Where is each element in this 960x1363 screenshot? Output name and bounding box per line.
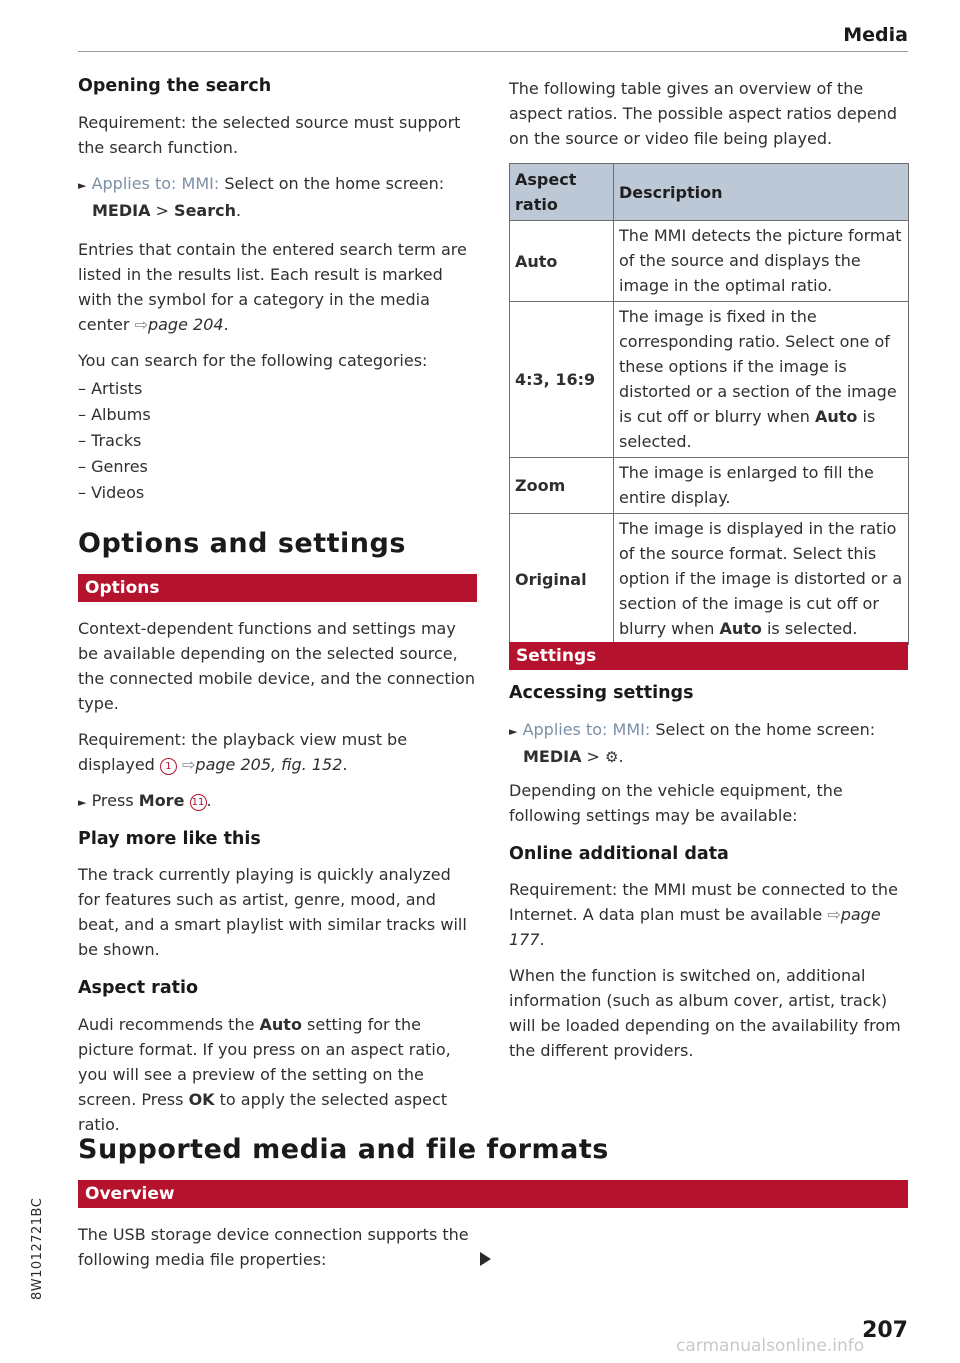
page-number: 207 — [862, 1318, 908, 1343]
page-ref-link[interactable]: page 177 — [509, 905, 881, 949]
table-row — [510, 221, 909, 302]
bullet-icon: ► — [509, 725, 518, 738]
table-header-cell: Description — [614, 164, 909, 221]
ref-arrow-icon: ⇨ — [134, 315, 148, 334]
press-more-step: ► Press More 11 . — [78, 791, 212, 810]
list-item: – Tracks — [78, 431, 142, 450]
page-ref-link[interactable]: page 205, fig. 152 — [195, 755, 343, 774]
depending-paragraph: Depending on the vehicle equipment, the following settings may be available: — [509, 781, 843, 825]
playback-requirement: Requirement: the playback view must be displayed 1 ⇨page 205, fig. 152. — [78, 730, 408, 774]
aspect-ratio-paragraph: Audi recommends the Auto setting for the picture format. If you press on an aspect ratio, you will see a preview of the setting on the screen. Press OK to apply the selected aspect ratio. — [78, 1015, 451, 1134]
categories-intro: You can search for the following categories: — [78, 351, 428, 370]
table-cell-desc: The image is fixed in the corresponding ratio. Select one of these options if the image is distorted or a section of the image is cut off or blurry when Auto is selected. — [614, 302, 909, 458]
applies-to-label: Applies to: MMI: — [91, 174, 220, 193]
settings-step: ► Applies to: MMI: Select on the home screen: MEDIA > ⚙. — [509, 717, 907, 770]
options-section-bar: Options — [78, 574, 477, 602]
table-cell-desc: The image is displayed in the ratio of the source format. Select this option if the image is distorted or a section of the image is cut off or blurry when Auto is selected. — [614, 514, 909, 645]
table-cell-desc: The image is enlarged to fill the entire display. — [614, 458, 909, 514]
search-step: ► Applies to: MMI: Select on the home screen: MEDIA > Search. — [78, 174, 445, 220]
table-intro: The following table gives an overview of the aspect ratios. The possible aspect ratios depend on the source or video file being played. — [509, 79, 898, 148]
settings-section-bar: Settings — [509, 642, 908, 670]
table-cell-key: Auto — [510, 221, 614, 302]
play-more-heading: Play more like this — [78, 829, 261, 849]
applies-to-label: Applies to: MMI: — [522, 720, 651, 739]
aspect-ratio-table — [509, 163, 909, 645]
aspect-ratio-heading: Aspect ratio — [78, 978, 199, 998]
opening-search-heading: Opening the search — [78, 76, 272, 96]
table-header-cell: Aspect ratio — [510, 164, 614, 221]
accessing-settings-heading: Accessing settings — [509, 683, 694, 703]
overview-section-bar: Overview — [78, 1180, 908, 1208]
watermark: carmanualsonline.info — [676, 1336, 865, 1356]
list-item: – Videos — [78, 483, 145, 502]
context-paragraph: Context-dependent functions and settings may be available depending on the selected source, the connected mobile device, and the connection type. — [78, 619, 475, 713]
bullet-icon: ► — [78, 179, 87, 192]
path-media: MEDIA — [92, 201, 151, 220]
usb-paragraph: The USB storage device connection supports the following media file properties: — [78, 1225, 469, 1269]
table-cell-key: Original — [510, 514, 614, 645]
page-ref-link[interactable]: page 204 — [147, 315, 224, 334]
table-cell-key: 4:3, 16:9 — [510, 302, 614, 458]
categories-list — [78, 376, 151, 506]
list-item: – Genres — [78, 457, 148, 476]
path-media: MEDIA — [523, 747, 582, 766]
path-search: Search — [174, 201, 236, 220]
formats-heading: Supported media and file formats — [78, 1134, 609, 1165]
ref-arrow-icon: ⇨ — [827, 905, 841, 924]
table-header-row — [510, 164, 909, 221]
list-item: – Artists — [78, 379, 143, 398]
table-row — [510, 458, 909, 514]
callout-number: 11 — [190, 794, 207, 811]
callout-number: 1 — [160, 758, 177, 775]
table-row — [510, 514, 909, 645]
play-more-paragraph: The track currently playing is quickly analyzed for features such as artist, genre, mood, and beat, and a smart playlist with similar tracks will be shown. — [78, 865, 467, 959]
table-cell-key: Zoom — [510, 458, 614, 514]
table-cell-desc: The MMI detects the picture format of the source and displays the image in the optimal ratio. — [614, 221, 909, 302]
document-code: 8W1012721BC — [30, 1197, 45, 1300]
when-paragraph: When the function is switched on, additional information (such as album cover, artist, track) will be loaded depending on the availability from the different providers. — [509, 966, 901, 1060]
online-requirement: Requirement: the MMI must be connected to the Internet. A data plan must be available ⇨page 177. — [509, 880, 898, 949]
search-requirement: Requirement: the selected source must support the search function. — [78, 113, 461, 157]
table-row — [510, 302, 909, 458]
running-header: Media — [843, 24, 908, 46]
triangle-right-icon — [480, 1252, 491, 1266]
header-rule — [78, 51, 908, 52]
options-settings-heading: Options and settings — [78, 528, 406, 559]
list-item: – Albums — [78, 405, 151, 424]
online-data-heading: Online additional data — [509, 844, 729, 864]
gear-icon: ⚙ — [605, 748, 619, 766]
ref-arrow-icon: ⇨ — [182, 755, 196, 774]
more-label: More — [138, 791, 185, 810]
bullet-icon: ► — [78, 796, 87, 809]
entries-paragraph: Entries that contain the entered search term are listed in the results list. Each result is marked with the symbol for a category in the media center ⇨page 204. — [78, 240, 467, 334]
